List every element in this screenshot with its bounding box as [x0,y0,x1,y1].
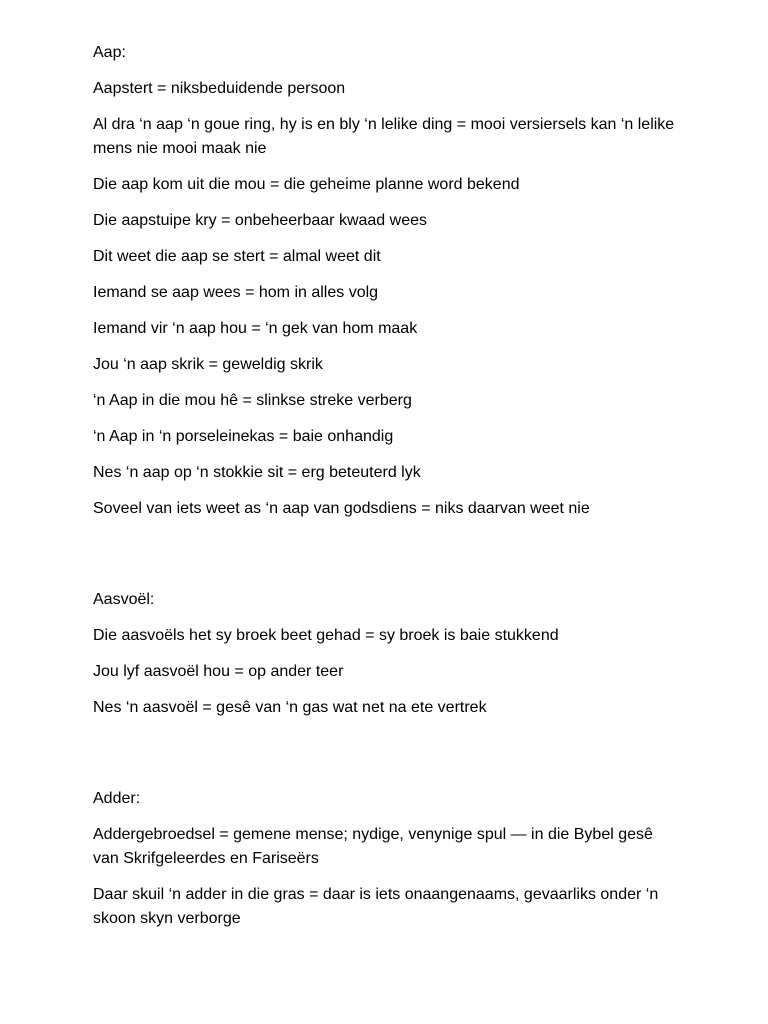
idiom-entry: Dit weet die aap se stert = almal weet dit [93,248,381,265]
idiom-entry: Aapstert = niksbeduidende persoon [93,80,346,97]
idiom-entry: Nes ‘n aap op ‘n stokkie sit = erg beteuterd lyk [93,464,421,481]
document-page [93,41,683,943]
idiom-entry: Iemand se aap wees = hom in alles volg [93,284,379,301]
idiom-entry: ‘n Aap in ‘n porseleinekas = baie onhandig [93,428,394,445]
idiom-entry: Addergebroedsel = gemene mense; nydige, venynige spul — in die Bybel gesê van Skrifgeleerdes en Fariseërs [93,826,653,867]
idiom-entry: Nes ‘n aasvoël = gesê van ‘n gas wat net na ete vertrek [93,699,487,716]
idiom-entry: Al dra ‘n aap ‘n goue ring, hy is en bly ‘n lelike ding = mooi versiersels kan ‘n lelike mens nie mooi maak nie [93,116,675,157]
idiom-entry: ‘n Aap in die mou hê = slinkse streke verberg [93,392,412,409]
idiom-entry: Iemand vir ‘n aap hou = ‘n gek van hom maak [93,320,418,337]
idiom-entry: Jou lyf aasvoël hou = op ander teer [93,663,344,680]
section-adder [93,787,683,931]
idiom-entry: Die aap kom uit die mou = die geheime planne word bekend [93,176,520,193]
section-heading: Aap: [93,44,126,61]
idiom-entry: Die aasvoëls het sy broek beet gehad = sy broek is baie stukkend [93,627,559,644]
blank-space [93,732,683,787]
idiom-entry: Soveel van iets weet as ‘n aap van godsdiens = niks daarvan weet nie [93,500,590,517]
section-heading: Aasvoël: [93,591,155,608]
section-aasvoel [93,588,683,720]
idiom-entry: Die aapstuipe kry = onbeheerbaar kwaad wees [93,212,427,229]
idiom-entry: Daar skuil ‘n adder in die gras = daar is iets onaangenaams, gevaarliks onder ‘n skoon skyn verborge [93,886,659,927]
blank-space [93,533,683,588]
section-aap [93,41,683,521]
section-heading: Adder: [93,790,141,807]
idiom-entry: Jou ‘n aap skrik = geweldig skrik [93,356,323,373]
